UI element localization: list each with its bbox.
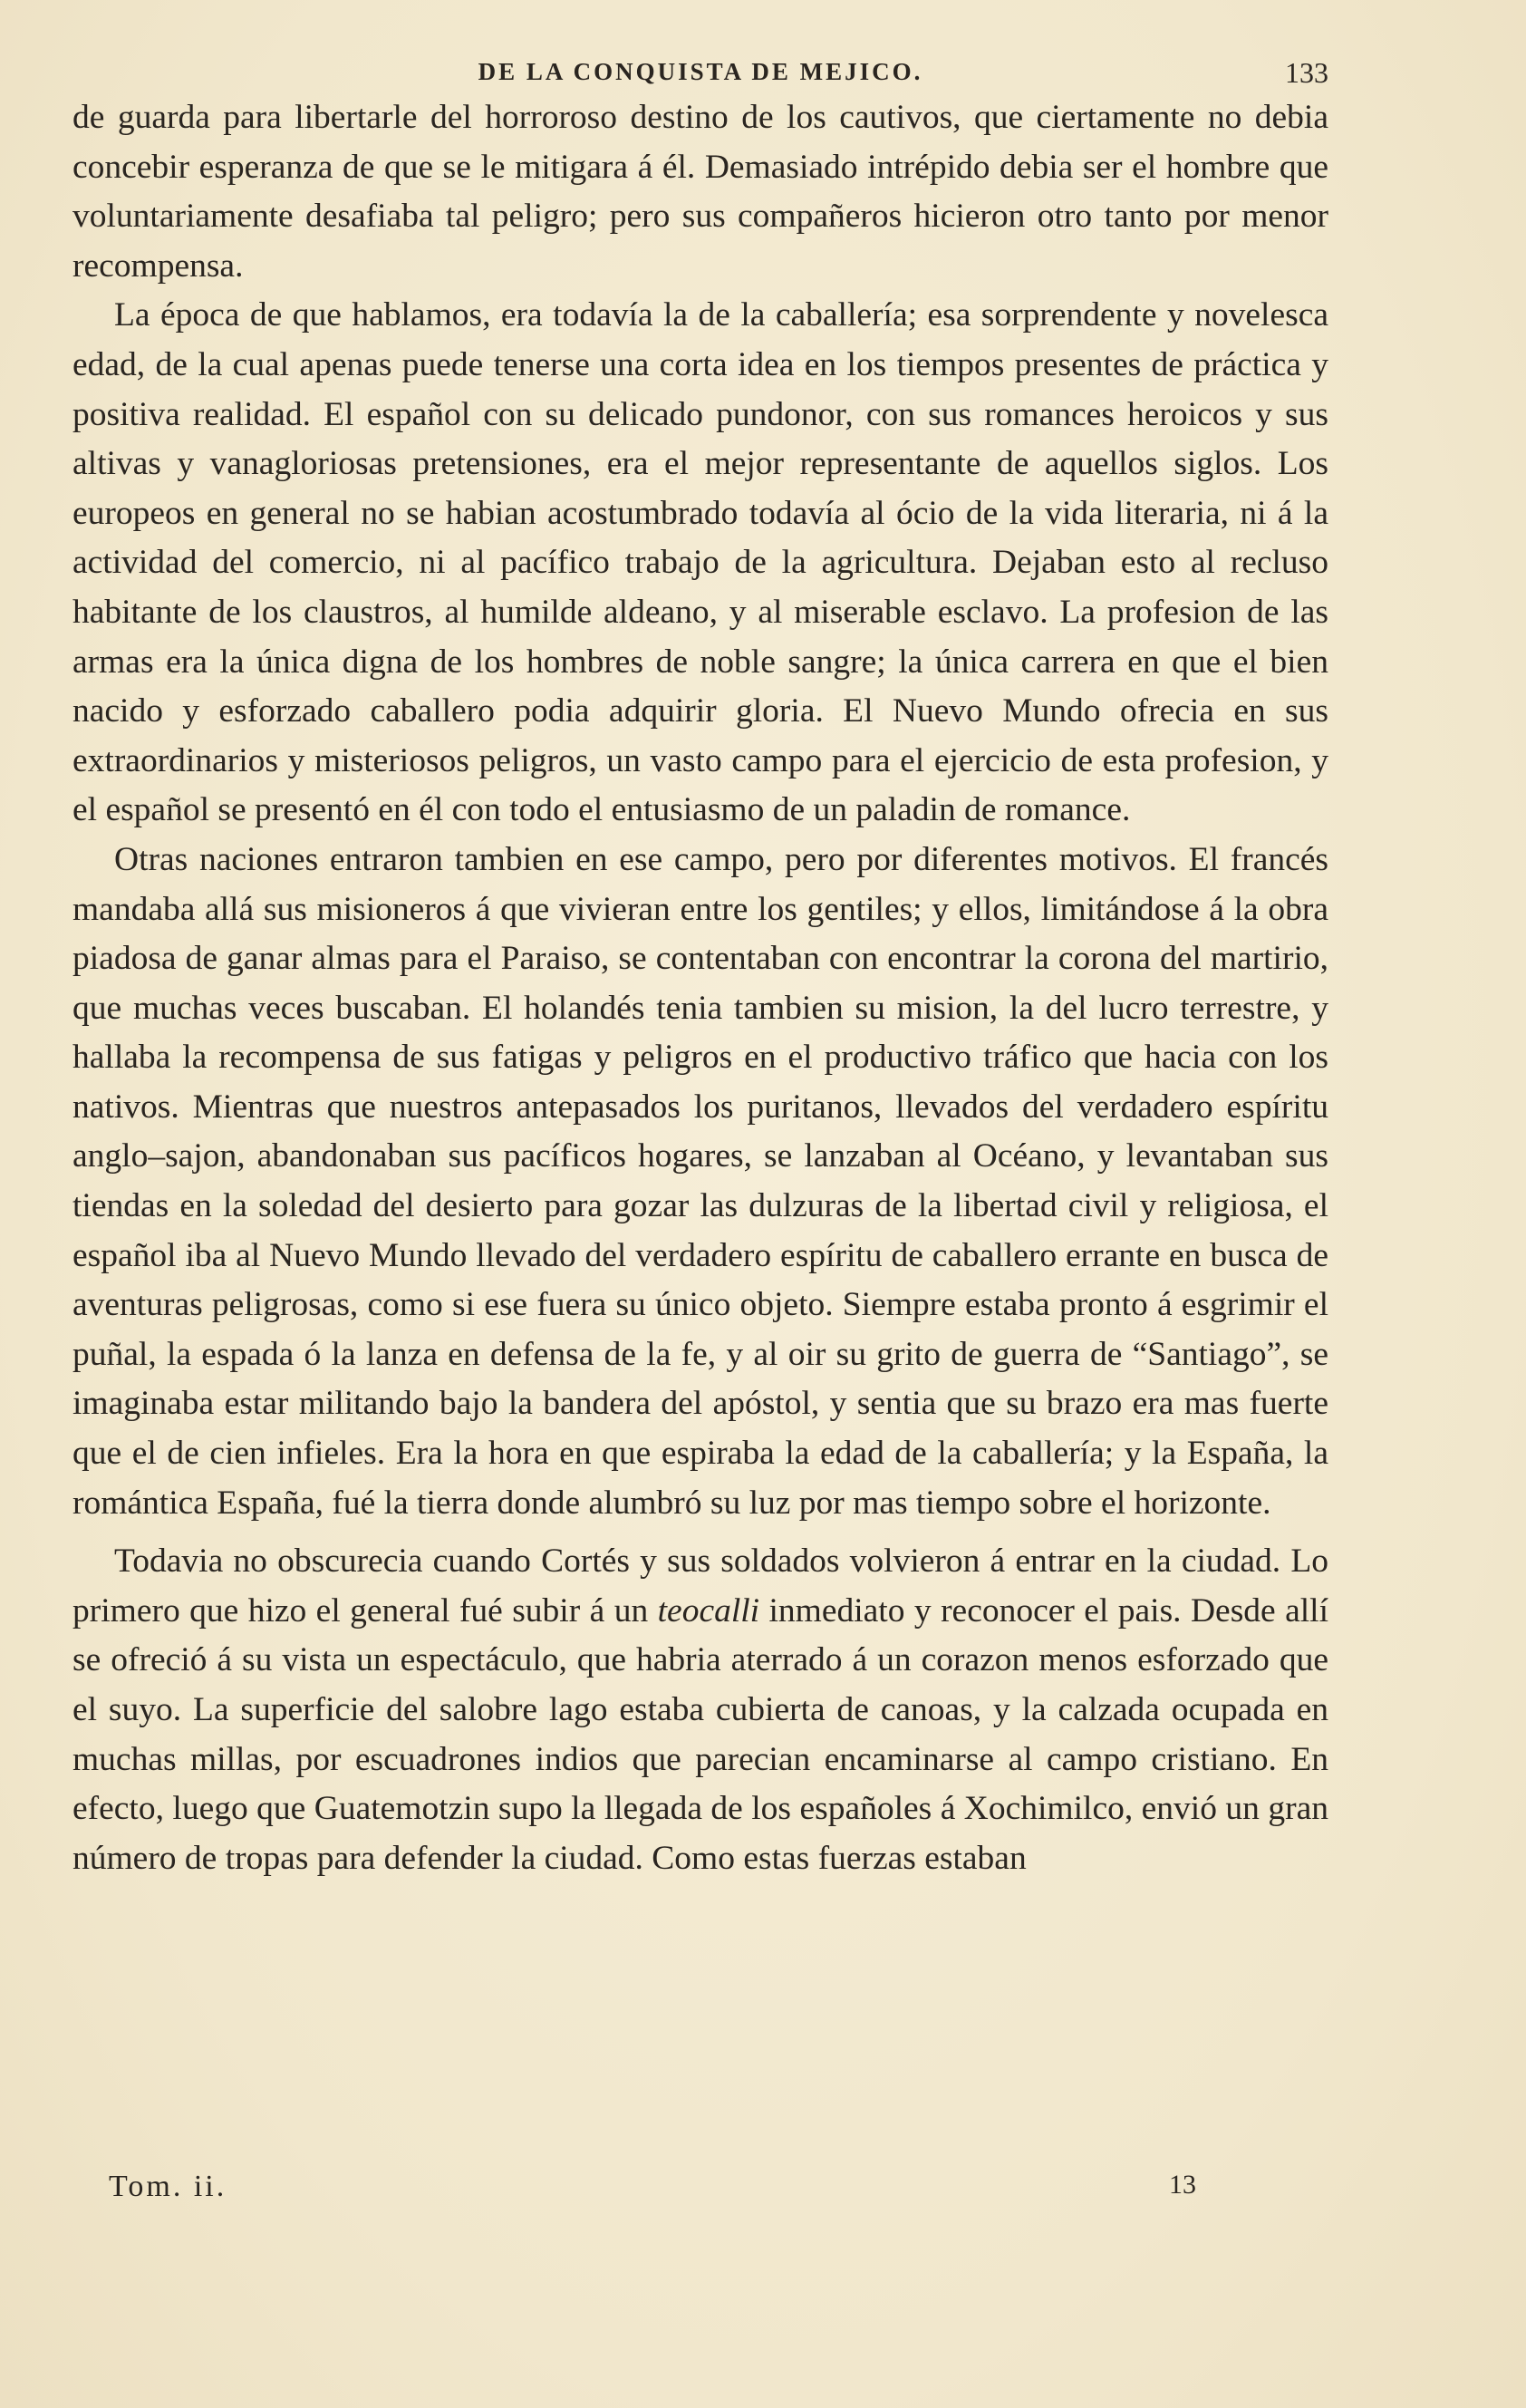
emphasized-word: teocalli: [657, 1591, 760, 1630]
gathering-signature: 13: [1169, 2170, 1196, 2200]
volume-signature: Tom. ii.: [109, 2170, 227, 2203]
paragraph-text-before: Todavia no obscurecia cuando Cortés y sus soldados volvieron á entrar en la ciudad. Lo primero que hizo el general fué subir á un: [72, 1542, 1328, 1630]
running-head: [72, 54, 1328, 91]
paragraph-continuation: de guarda para libertarle del horroroso destino de los cautivos, que ciertamente no debia concebir esperanza de que se le mitigara á él. Demasiado intrépido debia ser el hombre que voluntariamente desafiaba tal peligro; pero sus compañeros hicieron otro tanto por menor recompensa.: [72, 99, 1328, 285]
body-text: [72, 93, 1328, 1883]
paragraph-chivalry: La época de que hablamos, era todavía la de la caballería; esa sorprendente y novelesca edad, de la cual apenas puede tenerse una corta idea en los tiempos presentes de práctica y positiva realidad. El español con su delicado pundonor, con sus romances heroicos y sus altivas y vanagloriosas pretensiones, era el mejor representante de aquellos siglos. Los europeos en general no se habian acostumbrado todavía al ócio de la vida literaria, ni á la actividad del comercio, ni al pacífico trabajo de la agricultura. Dejaban esto al recluso habitante de los claustros, al humilde aldeano, y al miserable esclavo. La profesion de las armas era la única digna de los hombres de noble sangre; la única carrera en que el bien nacido y esforzado caballero podia adquirir gloria. El Nuevo Mundo ofrecia en sus extraordinarios y misteriosos peligros, un vasto campo para el ejercicio de esta profesion, y el español se presentó en él con todo el entusiasmo de un paladin de romance.: [72, 296, 1328, 829]
paragraph-cortes-return: [72, 1537, 1328, 1883]
page-number: 133: [1285, 56, 1328, 89]
paragraph-other-nations: Otras naciones entraron tambien en ese campo, pero por diferentes motivos. El francés mandaba allá sus misioneros á que vivieran entre los gentiles; y ellos, limitándose á la obra piadosa de ganar almas para el Paraiso, se contentaban con encontrar la corona del martirio, que muchas veces buscaban. El holandés tenia tambien su mision, la del lucro terrestre, y hallaba la recompensa de sus fatigas y peligros en el productivo tráfico que hacia con los nativos. Mientras que nuestros antepasados los puritanos, llevados del verdadero espíritu anglo–sajon, abandonaban sus pacíficos hogares, se lanzaban al Océano, y levantaban sus tiendas en la soledad del desierto para gozar las dulzuras de la libertad civil y religiosa, el español iba al Nuevo Mundo llevado del verdadero espíritu de caballero errante en busca de aventuras peligrosas, como si ese fuera su único objeto. Siempre estaba pronto á esgrimir el puñal, la espada ó la lanza en defensa de la fe, y al oir su grito de guerra de “Santiago”, se imaginaba estar militando bajo la bandera del apóstol, y sentia que su brazo era mas fuerte que el de cien infieles. Era la hora en que espiraba la edad de la caballería; y la España, la romántica España, fué la tierra donde alumbró su luz por mas tiempo sobre el horizonte.: [72, 840, 1328, 1522]
running-title: DE LA CONQUISTA DE MEJICO.: [478, 58, 923, 85]
paragraph-text-after: inmediato y reconocer el pais. Desde allí se ofreció á su vista un espectáculo, que habria aterrado á un corazon menos esforzado que el suyo. La superficie del salobre lago estaba cubierta de canoas, y la calzada ocupada en muchas millas, por escuadrones indios que parecian encaminarse al campo cristiano. En efecto, luego que Guatemotzin supo la llegada de los españoles á Xochimilco, envió un gran número de tropas para defender la ciudad. Como estas fuerzas estaban: [72, 1591, 1329, 1877]
page-footer: [72, 2170, 1328, 2206]
